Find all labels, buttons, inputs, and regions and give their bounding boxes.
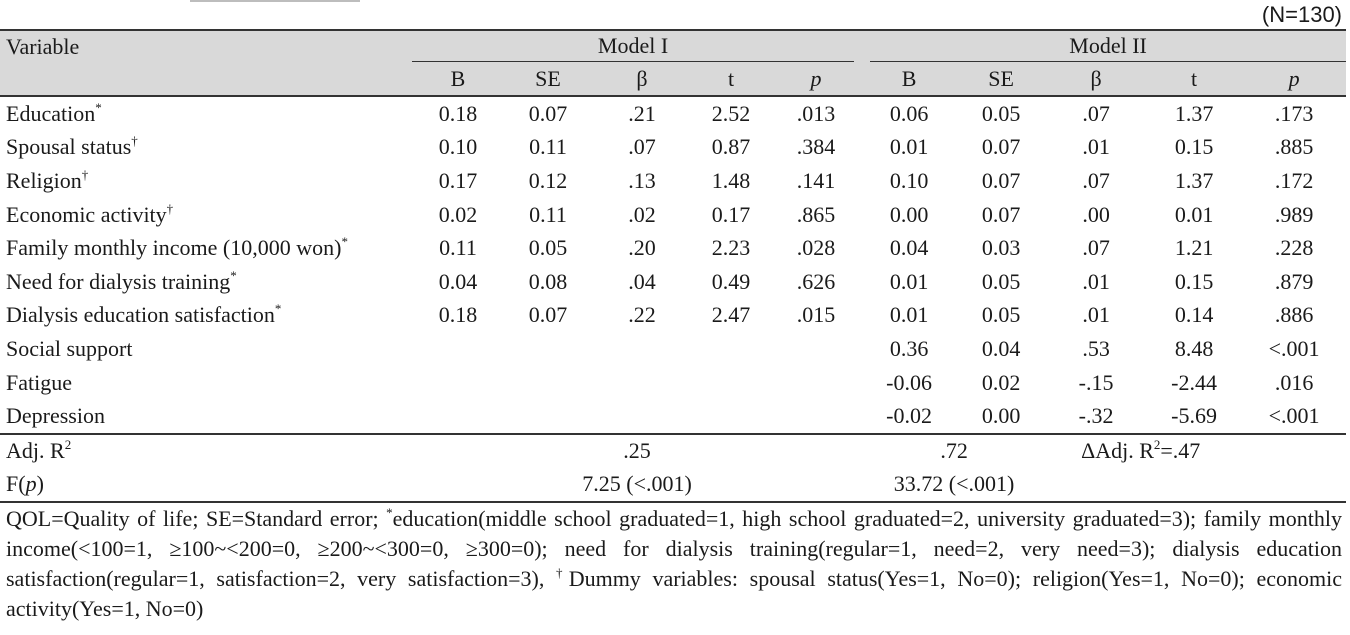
cell-m2-b: 0.00 <box>889 201 929 227</box>
col-b: B <box>412 62 504 96</box>
col-p: p <box>770 62 862 96</box>
col-beta: β <box>592 62 692 96</box>
cell-m1-beta <box>592 332 692 366</box>
table-body <box>0 96 1346 434</box>
cell-m1-p <box>770 399 862 434</box>
cell-m2-se: 0.02 <box>981 369 1021 395</box>
cell-m2-se: 0.07 <box>981 134 1021 160</box>
cell-m2-se: 0.04 <box>981 335 1021 361</box>
cell-m1-t: 2.47 <box>711 302 751 328</box>
cell-m2-t: 8.48 <box>1174 335 1214 361</box>
cell-m2-beta: .01 <box>1082 302 1110 328</box>
table-footnote: QOL=Quality of life; SE=Standard error; *education(middle school graduated=1, high school graduated=2, university graduated=3); family monthly income(<100=1, ≥100~<200=0, ≥200~<300=0, ≥300=0); need for dialysis training(regular=1, need=2, very need=3); dialysis education satisfaction(regular=1, satisfaction=2, very satisfaction=3), †Dummy variables: spousal status(Yes=1, No=0); religion(Yes=1, No=0); economic activity(Yes=1, No=0) <box>6 505 1343 621</box>
cell-m2-p: .879 <box>1274 268 1314 294</box>
cell-m2-beta: -.15 <box>1078 369 1114 395</box>
cell-m1-beta: .21 <box>628 100 656 126</box>
f-model1: 7.25 (<.001) <box>412 468 862 502</box>
cell-m2-t: 0.15 <box>1174 268 1214 294</box>
cell-m1-b: 0.17 <box>438 167 478 193</box>
table-row <box>0 164 1346 198</box>
cell-m1-se: 0.08 <box>528 268 568 294</box>
cell-m1-beta: .22 <box>628 302 656 328</box>
variable-name: Dialysis education satisfaction* <box>6 301 282 328</box>
cell-m2-p: .016 <box>1274 369 1314 395</box>
variable-name: Spousal status† <box>6 133 138 160</box>
cell-m2-se: 0.03 <box>981 235 1021 261</box>
cell-m1-t: 1.48 <box>711 167 751 193</box>
cell-m1-se: 0.11 <box>529 201 567 227</box>
top-rule-fragment <box>190 0 360 6</box>
header-row-groups <box>0 30 1346 62</box>
cell-m2-beta: .00 <box>1082 201 1110 227</box>
model1-header: Model I <box>412 30 862 62</box>
cell-m1-se: 0.07 <box>528 100 568 126</box>
cell-m2-t: 0.15 <box>1174 134 1214 160</box>
cell-m2-p: .989 <box>1274 201 1314 227</box>
cell-m2-beta: .01 <box>1082 134 1110 160</box>
f-model2: 33.72 (<.001) <box>862 468 1046 502</box>
variable-header: Variable <box>0 30 412 62</box>
variable-name: Education* <box>6 99 102 126</box>
cell-m1-se: 0.05 <box>528 235 568 261</box>
cell-m2-b: 0.10 <box>889 167 929 193</box>
cell-m1-se <box>504 332 592 366</box>
cell-m1-b <box>412 399 504 434</box>
variable-name: Economic activity† <box>6 200 174 227</box>
cell-m1-beta: .04 <box>628 268 656 294</box>
cell-m2-b: 0.36 <box>889 335 929 361</box>
cell-m1-beta: .02 <box>628 201 656 227</box>
cell-m1-beta <box>592 399 692 434</box>
cell-m2-t: 0.14 <box>1174 302 1214 328</box>
f-label: F(p) <box>0 468 412 502</box>
cell-m2-b: 0.06 <box>889 100 929 126</box>
cell-m1-t <box>692 366 770 400</box>
variable-name: Need for dialysis training* <box>6 267 237 294</box>
cell-m1-se: 0.12 <box>528 167 568 193</box>
cell-m1-b: 0.02 <box>438 201 478 227</box>
cell-m2-b: -0.02 <box>862 399 956 434</box>
cell-m1-b: 0.18 <box>438 302 478 328</box>
cell-m1-p: .015 <box>796 302 836 328</box>
cell-m2-se: 0.07 <box>981 201 1021 227</box>
col-p: p <box>1242 62 1346 96</box>
cell-m1-t: 2.23 <box>711 235 751 261</box>
cell-m1-p: .141 <box>796 167 836 193</box>
cell-m1-se <box>504 399 592 434</box>
cell-m2-se: 0.00 <box>956 399 1046 434</box>
table-row <box>0 299 1346 333</box>
cell-m2-p: .886 <box>1274 302 1314 328</box>
variable-name: Religion† <box>6 166 89 193</box>
cell-m2-t: -2.44 <box>1171 369 1217 395</box>
cell-m2-se: 0.05 <box>981 100 1021 126</box>
variable-name: Fatigue <box>6 369 72 395</box>
cell-m2-beta: .01 <box>1082 268 1110 294</box>
cell-m1-b: 0.11 <box>439 235 477 261</box>
cell-m1-p <box>770 332 862 366</box>
cell-m2-se: 0.07 <box>981 167 1021 193</box>
cell-m2-beta: .07 <box>1082 235 1110 261</box>
cell-m2-beta: .07 <box>1082 167 1110 193</box>
cell-m2-beta: .07 <box>1082 100 1110 126</box>
cell-m2-t: 1.21 <box>1174 235 1214 261</box>
cell-m1-t: 0.87 <box>711 134 751 160</box>
cell-m1-t: 2.52 <box>711 100 751 126</box>
cell-m1-t: 0.17 <box>711 201 751 227</box>
cell-m1-b: 0.04 <box>438 268 478 294</box>
cell-m1-se: 0.07 <box>528 302 568 328</box>
adj-r2-model1: .25 <box>623 438 651 464</box>
table-row <box>0 198 1346 232</box>
cell-m1-p: .013 <box>796 100 836 126</box>
table-row <box>0 366 1346 400</box>
cell-m2-p: <.001 <box>1268 335 1320 361</box>
cell-m2-beta: .53 <box>1082 335 1110 361</box>
cell-m2-t: -5.69 <box>1146 399 1242 434</box>
cell-m2-b: -0.06 <box>886 369 932 395</box>
cell-m1-t: 0.49 <box>711 268 751 294</box>
delta-adj-r2: ΔAdj. $R^2=.47$ <box>1081 437 1201 464</box>
cell-m1-se: 0.11 <box>529 134 567 160</box>
cell-m2-p: <.001 <box>1242 399 1346 434</box>
cell-m1-beta: .20 <box>628 235 656 261</box>
cell-m1-p <box>770 366 862 400</box>
cell-m2-b: 0.04 <box>889 235 929 261</box>
cell-m2-p: .172 <box>1274 167 1314 193</box>
f-row <box>0 468 1346 502</box>
cell-m1-p: .865 <box>796 201 836 227</box>
adj-r2-row <box>0 434 1346 468</box>
cell-m1-se <box>504 366 592 400</box>
col-se: SE <box>504 62 592 96</box>
cell-m2-t: 1.37 <box>1174 100 1214 126</box>
col-beta: β <box>1046 62 1146 96</box>
cell-m2-p: .173 <box>1274 100 1314 126</box>
table-row <box>0 131 1346 165</box>
cell-m2-beta: -.32 <box>1046 399 1146 434</box>
regression-table <box>0 29 1346 503</box>
cell-m1-b <box>412 332 504 366</box>
cell-m2-b: 0.01 <box>889 268 929 294</box>
variable-name: Family monthly income (10,000 won)* <box>6 234 348 261</box>
table-row <box>0 399 1346 434</box>
table-row <box>0 231 1346 265</box>
cell-m1-beta: .07 <box>628 134 656 160</box>
cell-m1-b: 0.18 <box>438 100 478 126</box>
cell-m1-t <box>692 399 770 434</box>
table-row <box>0 332 1346 366</box>
table-row <box>0 96 1346 131</box>
cell-m1-beta <box>592 366 692 400</box>
cell-m2-se: 0.05 <box>981 302 1021 328</box>
header-row-columns <box>0 62 1346 96</box>
table-row <box>0 265 1346 299</box>
cell-m1-b <box>412 366 504 400</box>
cell-m1-beta: .13 <box>628 167 656 193</box>
col-t: t <box>692 62 770 96</box>
cell-m2-t: 1.37 <box>1174 167 1214 193</box>
adj-r2-label: Adj. $R^2$ <box>6 437 72 464</box>
cell-m1-p: .384 <box>796 134 836 160</box>
cell-m1-b: 0.10 <box>438 134 478 160</box>
model2-header: Model II <box>862 30 1346 62</box>
cell-m2-b: 0.01 <box>889 302 929 328</box>
cell-m1-p: .626 <box>796 268 836 294</box>
cell-m2-p: .885 <box>1274 134 1314 160</box>
sample-size-label: (N=130) <box>1261 2 1342 27</box>
col-t: t <box>1146 62 1242 96</box>
cell-m2-p: .228 <box>1274 235 1314 261</box>
adj-r2-model2: .72 <box>940 438 968 464</box>
cell-m2-t: 0.01 <box>1174 201 1214 227</box>
col-se: SE <box>956 62 1046 96</box>
variable-name: Social support <box>6 335 133 361</box>
cell-m2-b: 0.01 <box>889 134 929 160</box>
cell-m1-p: .028 <box>796 235 836 261</box>
cell-m1-t <box>692 332 770 366</box>
cell-m2-se: 0.05 <box>981 268 1021 294</box>
variable-name: Depression <box>0 399 412 434</box>
col-b: B <box>862 62 956 96</box>
